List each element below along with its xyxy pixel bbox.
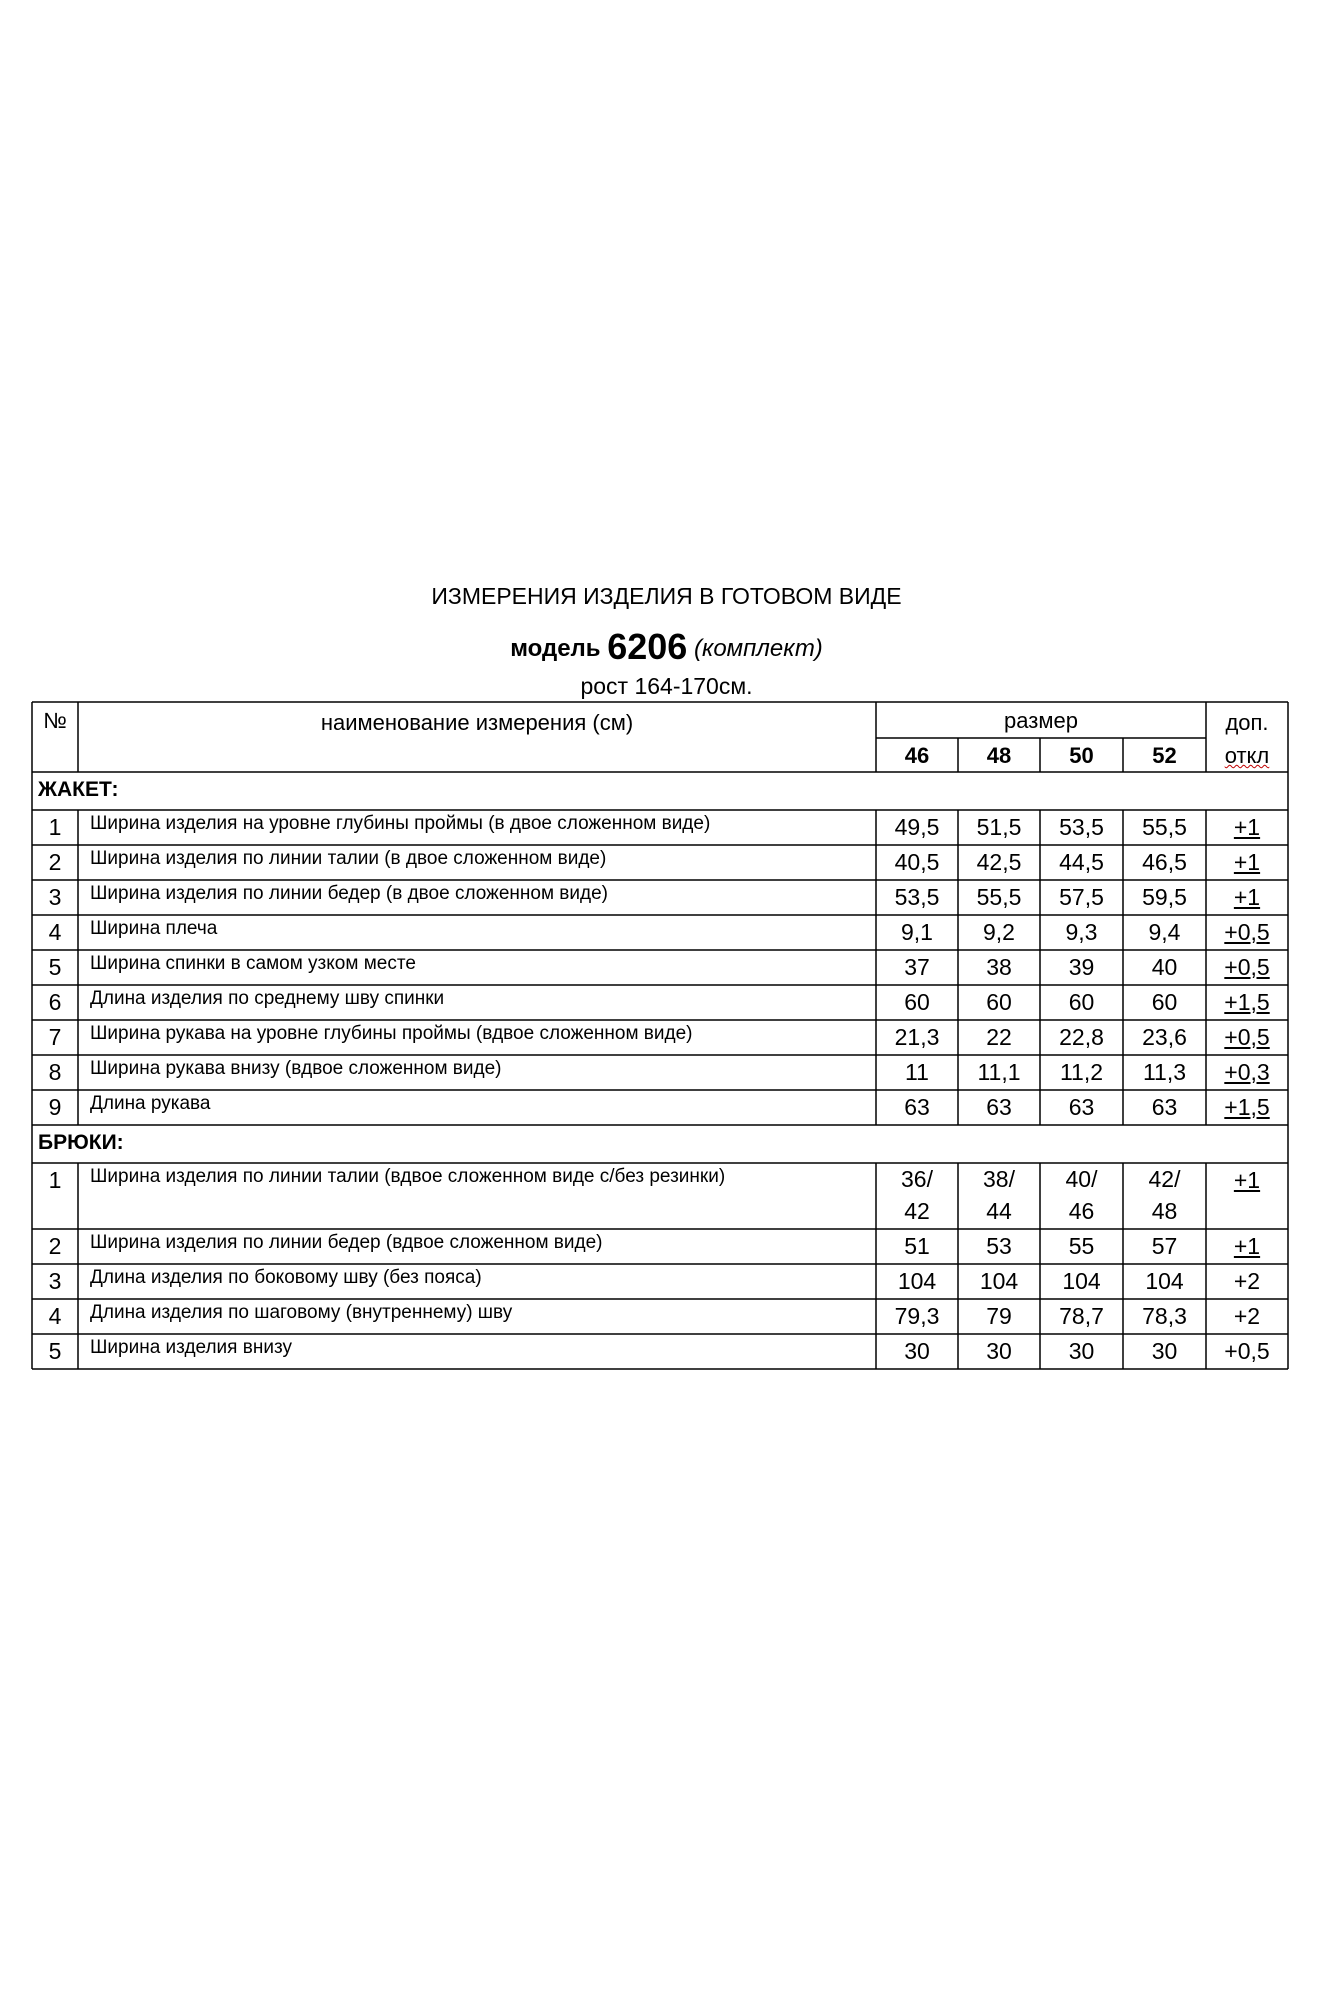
header-size-48: 48 bbox=[986, 743, 1012, 768]
row-tolerance: +1 bbox=[1233, 814, 1261, 840]
row-value-52: 9,4 bbox=[1148, 919, 1181, 945]
row-number: 1 bbox=[48, 814, 62, 840]
row-value-50: 63 bbox=[1068, 1094, 1095, 1120]
row-value-52: 57 bbox=[1151, 1233, 1178, 1259]
row-name: Ширина рукава внизу (вдвое сложенном виде) bbox=[90, 1058, 502, 1079]
row-value-46: 30 bbox=[904, 1338, 930, 1364]
row-value-50: 55 bbox=[1068, 1233, 1095, 1259]
row-value-48: 42,5 bbox=[976, 849, 1022, 875]
row-value-48: 104 bbox=[979, 1268, 1019, 1294]
row-value-52: 60 bbox=[1151, 989, 1178, 1015]
row-name: Ширина изделия по линии бедер (в двое сложенном виде) bbox=[90, 883, 608, 904]
row-value-48: 9,2 bbox=[983, 919, 1015, 945]
header-size: размер bbox=[1004, 708, 1078, 733]
row-tolerance: +0,5 bbox=[1224, 954, 1270, 980]
row-tolerance: +0,5 bbox=[1224, 919, 1270, 945]
row-number: 4 bbox=[48, 1303, 62, 1329]
row-value-52: 104 bbox=[1145, 1268, 1184, 1294]
row-tolerance: +1 bbox=[1233, 884, 1261, 910]
row-tolerance: +2 bbox=[1233, 1268, 1261, 1294]
row-value-46: 49,5 bbox=[894, 814, 940, 840]
row-value-50: 30 bbox=[1068, 1338, 1095, 1364]
row-number: 8 bbox=[48, 1059, 62, 1085]
row-value-48: 53 bbox=[986, 1233, 1012, 1259]
row-name: Длина изделия по боковому шву (без пояса) bbox=[90, 1267, 482, 1288]
section-title: ЖАКЕТ: bbox=[38, 778, 119, 801]
header-number: № bbox=[43, 708, 67, 733]
row-value-52: 30 bbox=[1151, 1338, 1178, 1364]
row-name: Длина рукава bbox=[90, 1093, 211, 1114]
row-name: Ширина спинки в самом узком месте bbox=[90, 953, 416, 974]
row-name: Ширина рукава на уровне глубины проймы (вдвое сложенном виде) bbox=[90, 1023, 693, 1044]
model-prefix: модель bbox=[510, 635, 601, 662]
model-number: 6206 bbox=[607, 626, 688, 667]
row-value-46: 36/ 42 bbox=[901, 1166, 933, 1224]
row-value-48: 51,5 bbox=[976, 814, 1022, 840]
row-value-52: 40 bbox=[1151, 954, 1178, 980]
row-number: 5 bbox=[48, 1338, 62, 1364]
row-number: 7 bbox=[48, 1024, 62, 1050]
row-value-50: 11,2 bbox=[1059, 1059, 1104, 1085]
row-tolerance: +2 bbox=[1233, 1303, 1261, 1329]
row-tolerance: +0,3 bbox=[1224, 1059, 1270, 1085]
row-value-50: 53,5 bbox=[1059, 814, 1104, 840]
row-number: 6 bbox=[48, 989, 62, 1015]
row-name: Ширина изделия на уровне глубины проймы (в двое сложенном виде) bbox=[90, 813, 711, 834]
row-value-46: 79,3 bbox=[894, 1303, 940, 1329]
row-value-48: 38 bbox=[986, 954, 1012, 980]
document-title: ИЗМЕРЕНИЯ ИЗДЕЛИЯ В ГОТОВОМ ВИДЕ bbox=[431, 583, 902, 609]
model-suffix: (комплект) bbox=[694, 635, 823, 662]
row-value-46: 51 bbox=[904, 1233, 930, 1259]
row-tolerance: +0,5 bbox=[1224, 1338, 1270, 1364]
row-tolerance: +1 bbox=[1233, 1167, 1261, 1193]
row-name: Длина изделия по среднему шву спинки bbox=[90, 988, 445, 1009]
row-value-52: 55,5 bbox=[1142, 814, 1187, 840]
row-name: Ширина изделия по линии бедер (вдвое сложенном виде) bbox=[90, 1232, 603, 1253]
row-tolerance: +1,5 bbox=[1224, 1094, 1270, 1120]
row-number: 3 bbox=[48, 884, 62, 910]
row-value-46: 63 bbox=[904, 1094, 930, 1120]
section-title: БРЮКИ: bbox=[38, 1131, 124, 1154]
row-number: 9 bbox=[48, 1094, 62, 1120]
row-value-50: 57,5 bbox=[1059, 884, 1104, 910]
row-value-46: 53,5 bbox=[894, 884, 940, 910]
row-value-50: 60 bbox=[1068, 989, 1095, 1015]
row-number: 2 bbox=[48, 849, 62, 875]
header-size-46: 46 bbox=[904, 743, 930, 768]
row-value-46: 21,3 bbox=[894, 1024, 940, 1050]
row-value-50: 22,8 bbox=[1059, 1024, 1104, 1050]
row-name: Ширина плеча bbox=[90, 918, 218, 939]
row-value-52: 42/ 48 bbox=[1148, 1166, 1181, 1224]
row-value-50: 39 bbox=[1068, 954, 1095, 980]
header-name: наименование измерения (см) bbox=[320, 710, 634, 735]
row-value-46: 9,1 bbox=[901, 919, 933, 945]
row-value-48: 55,5 bbox=[976, 884, 1022, 910]
row-value-46: 104 bbox=[897, 1268, 937, 1294]
row-value-50: 44,5 bbox=[1059, 849, 1104, 875]
row-value-48: 30 bbox=[986, 1338, 1012, 1364]
row-value-50: 40/ 46 bbox=[1065, 1166, 1098, 1224]
row-number: 1 bbox=[48, 1167, 62, 1193]
header-size-52: 52 bbox=[1152, 743, 1177, 768]
row-name: Ширина изделия по линии талии (в двое сложенном виде) bbox=[90, 848, 607, 869]
row-tolerance: +1,5 bbox=[1224, 989, 1270, 1015]
row-value-52: 63 bbox=[1151, 1094, 1178, 1120]
row-value-52: 46,5 bbox=[1142, 849, 1187, 875]
height-note: рост 164-170см. bbox=[580, 673, 753, 699]
row-value-52: 78,3 bbox=[1142, 1303, 1187, 1329]
row-number: 2 bbox=[48, 1233, 62, 1259]
row-number: 5 bbox=[48, 954, 62, 980]
row-value-48: 60 bbox=[986, 989, 1012, 1015]
row-name: Длина изделия по шаговому (внутреннему) шву bbox=[90, 1302, 513, 1323]
row-value-50: 104 bbox=[1062, 1268, 1101, 1294]
row-value-48: 22 bbox=[986, 1024, 1012, 1050]
header-tolerance-2: откл bbox=[1224, 743, 1270, 768]
row-value-46: 11 bbox=[905, 1059, 929, 1085]
row-value-52: 59,5 bbox=[1142, 884, 1187, 910]
row-tolerance: +1 bbox=[1233, 1233, 1261, 1259]
row-value-50: 9,3 bbox=[1065, 919, 1098, 945]
header-size-50: 50 bbox=[1069, 743, 1094, 768]
row-value-48: 38/ 44 bbox=[983, 1166, 1015, 1224]
row-value-52: 23,6 bbox=[1142, 1024, 1187, 1050]
header-tolerance: доп. bbox=[1225, 710, 1269, 735]
row-value-48: 79 bbox=[986, 1303, 1012, 1329]
row-value-48: 63 bbox=[986, 1094, 1012, 1120]
row-number: 4 bbox=[48, 919, 62, 945]
row-value-46: 37 bbox=[904, 954, 930, 980]
row-value-46: 60 bbox=[904, 989, 930, 1015]
row-tolerance: +1 bbox=[1233, 849, 1261, 875]
row-name: Ширина изделия внизу bbox=[90, 1337, 292, 1358]
row-number: 3 bbox=[48, 1268, 62, 1294]
row-name: Ширина изделия по линии талии (вдвое сложенном виде с/без резинки) bbox=[90, 1166, 726, 1187]
row-value-46: 40,5 bbox=[894, 849, 940, 875]
row-value-50: 78,7 bbox=[1059, 1303, 1104, 1329]
row-value-48: 11,1 bbox=[977, 1059, 1021, 1085]
row-tolerance: +0,5 bbox=[1224, 1024, 1270, 1050]
row-value-52: 11,3 bbox=[1142, 1059, 1187, 1085]
